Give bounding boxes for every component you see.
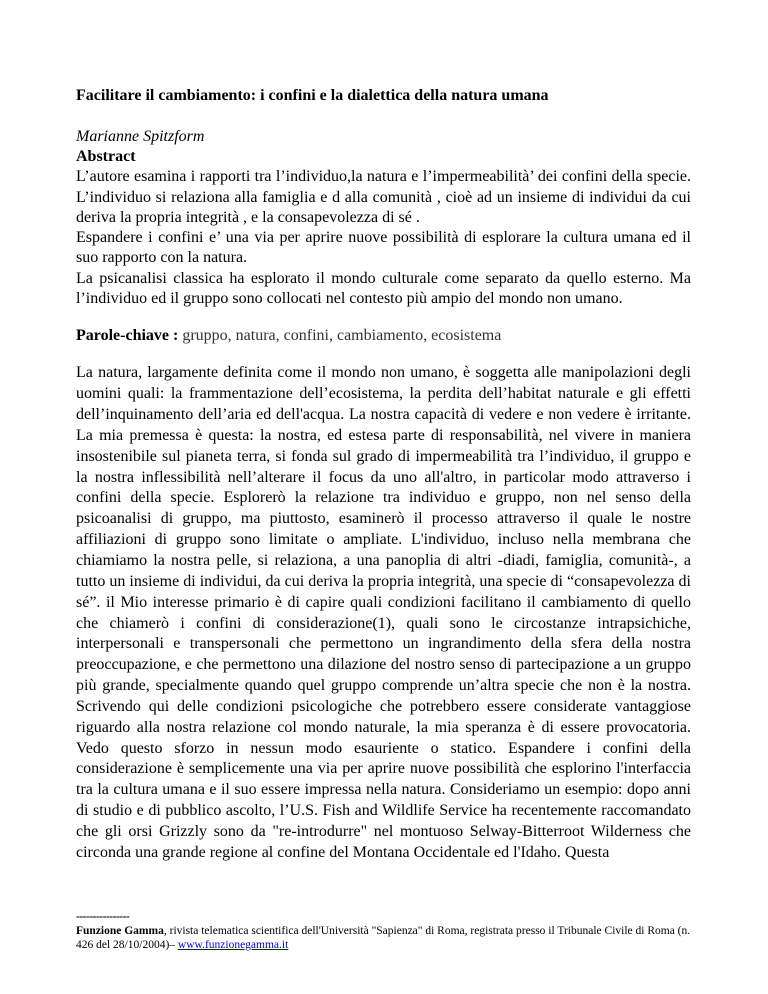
abstract-paragraph: L’autore esamina i rapporti tra l’individuo,la natura e l’impermeabilità’ dei confini della specie. L’individuo si relaziona alla famiglia e d alla comunità , cioè ad un insieme di individui da cui deriva la propria integrità , e la consapevolezza di sé . bbox=[76, 168, 691, 226]
journal-description: , rivista telematica scientifica dell'Università "Sapienza" di Roma, registrata presso il Tribunale Civile di Roma (n. 426 del 28/10/2004)– bbox=[76, 925, 691, 951]
body-paragraph: La natura, largamente definita come il mondo non umano, è soggetta alle manipolazioni degli uomini quali: la frammentazione dell’ecosistema, la perdita dell’habitat naturale e gli effetti dell’inquinamento dell’aria ed dell'acqua. La nostra capacità di vedere e non vedere è irritante. La mia premessa è questa: la nostra, ed estesa parte di responsabilità, nel vivere in maniera insostenibile sul pianeta terra, si fonda sul grado di impermeabilità tra l’individuo, il gruppo e la nostra inflessibilità nell’alterare il focus da uno all'altro, in particolar modo attraverso i confini della specie. Esplorerò la relazione tra individuo e gruppo, non nel senso della psicoanalisi di gruppo, ma piuttosto, esaminerò il processo attraverso il quale le nostre affiliazioni di gruppo sono limitate o ampliate. L'individuo, incluso nella membrana che chiamiamo la nostra pelle, si relaziona, a una panoplia di altri -diadi, famiglia, comunità-, a tutto un insieme di individui, da cui deriva la propria integrità, una specie di “consapevolezza di sé”. il Mio interesse primario è di capire quali condizioni facilitano il cambiamento di quello che chiamerò i confini di considerazione(1), quali sono le circostanze intrapsichiche, interpersonali e transpersonali che permettono un ingrandimento della sfera della nostra preoccupazione, e che permettono una dilazione del nostro senso di partecipazione a un gruppo più grande, specialmente quando quel gruppo comprende un’altra specie che non è la nostra. Scrivendo qui delle condizioni psicologiche che potrebbero essere considerate vantaggiose riguardo alla nostra relazione col mondo naturale, la mia speranza è di essere provocatoria. Vedo questo sforzo in nessun modo esauriente o statico. Espandere i confini della considerazione è semplicemente una via per aprire nuove possibilità che esplorino l'interfaccia tra la cultura umana e il suo essere impressa nella natura. Consideriamo un esempio: dopo anni di studio e di pubblico ascolto, l’U.S. Fish and Wildlife Service ha recentemente raccomandato che gli orsi Grizzly sono da "re-introdurre" nel montuoso Selway-Bitterroot Wilderness che circonda una grande regione al confine del Montana Occidentale ed l'Idaho. Questa bbox=[76, 364, 691, 861]
page-footer bbox=[76, 910, 691, 952]
abstract-paragraph: Espandere i confini e’ una via per aprire nuove possibilità di esplorare la cultura umana ed il suo rapporto con la natura. bbox=[76, 229, 691, 267]
journal-website-link[interactable]: www.funzionegamma.it bbox=[177, 939, 289, 951]
footer-separator: ---------------- bbox=[76, 911, 130, 923]
author-name: Marianne Spitzform bbox=[76, 128, 205, 145]
keywords-label: Parole-chiave : bbox=[76, 327, 179, 345]
abstract-section bbox=[76, 147, 691, 309]
keywords-line bbox=[76, 326, 691, 346]
footer-citation bbox=[76, 924, 691, 952]
abstract-paragraph: La psicanalisi classica ha esplorato il mondo culturale come separato da quello esterno. Ma l’individuo ed il gruppo sono collocati nel contesto più ampio del mondo non umano. bbox=[76, 269, 691, 308]
abstract-heading: Abstract bbox=[76, 148, 136, 165]
document-page bbox=[76, 86, 691, 864]
journal-name: Funzione Gamma bbox=[76, 925, 164, 937]
article-title: Facilitare il cambiamento: i confini e la dialettica della natura umana bbox=[76, 87, 549, 104]
keywords-values: gruppo, natura, confini, cambiamento, ecosistema bbox=[182, 327, 502, 345]
